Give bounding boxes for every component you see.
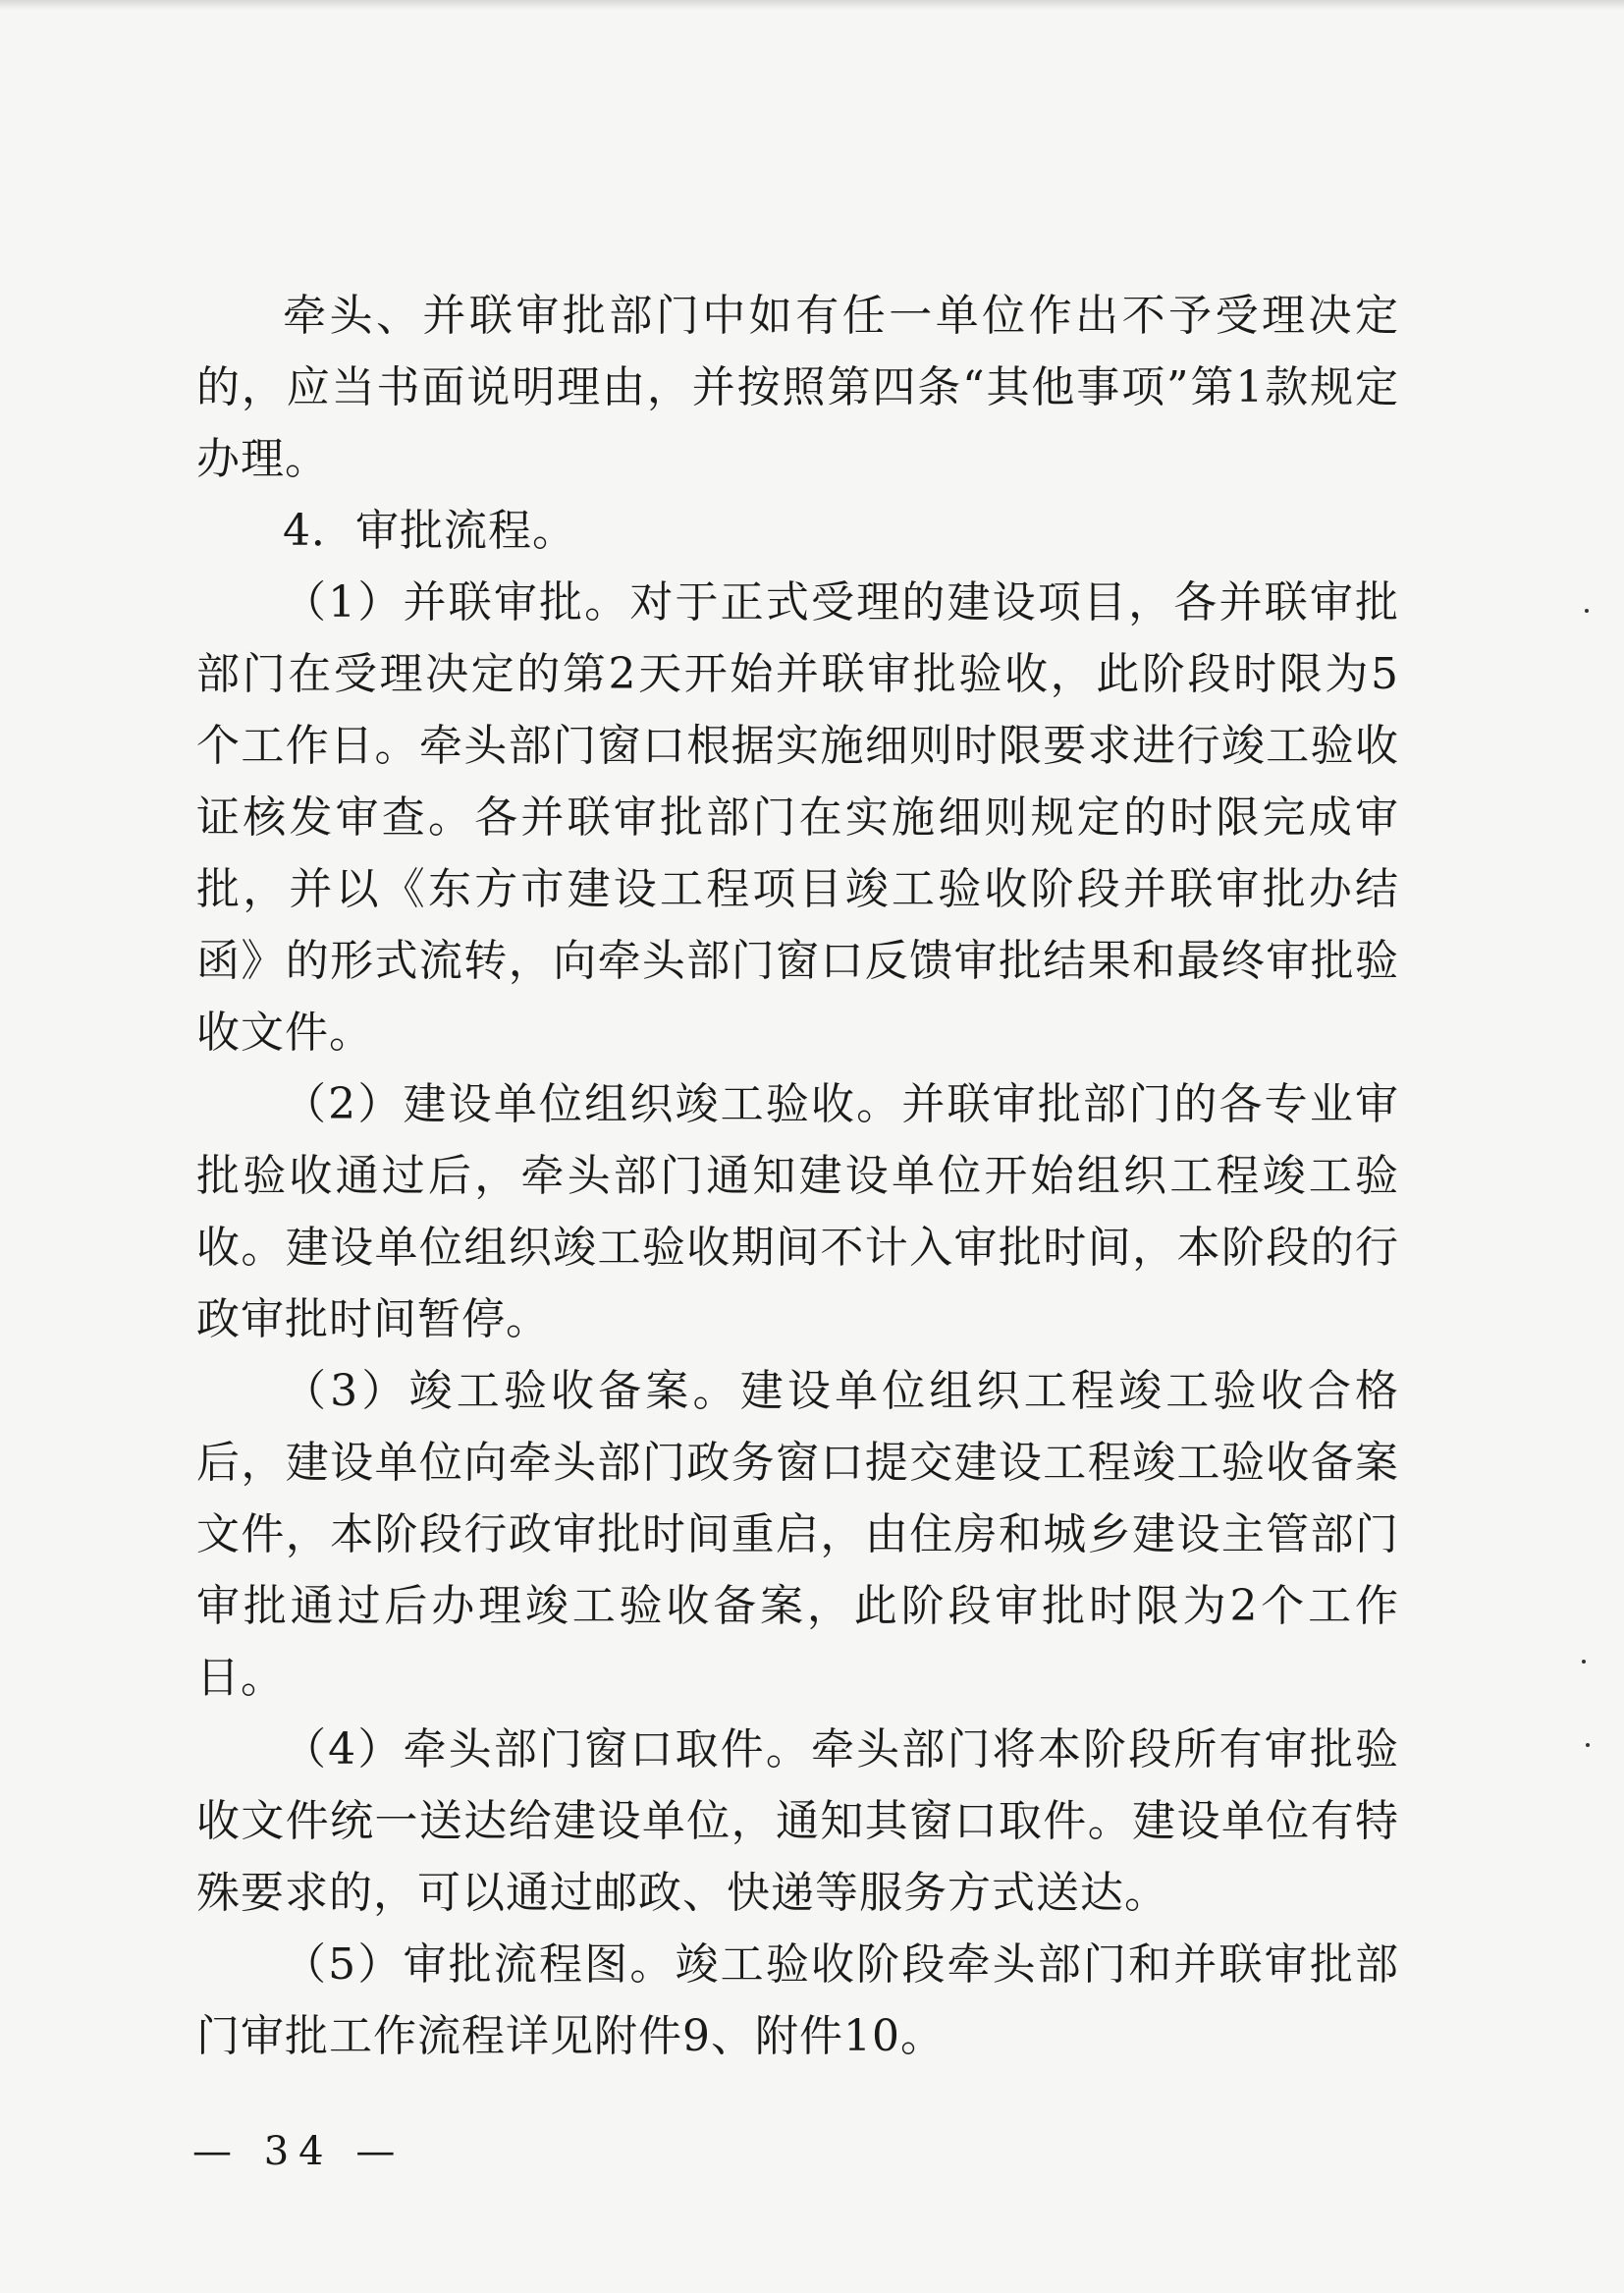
body-text — [196, 280, 1399, 2072]
paragraph-completion-acceptance: （2）建设单位组织竣工验收。并联审批部门的各专业审批验收通过后，牵头部门通知建设单位开始组织工程竣工验收。建设单位组织竣工验收期间不计入审批时间，本阶段的行政审批时间暂停。 — [196, 1079, 1399, 1344]
paragraph-acceptance-filing: （3）竣工验收备案。建设单位组织工程竣工验收合格后，建设单位向牵头部门政务窗口提交建设工程竣工验收备案文件，本阶段行政审批时间重启，由住房和城乡建设主管部门审批通过后办理竣工验收备案，此阶段审批时限为2个工作日。 — [196, 1366, 1399, 1703]
scan-speck — [1586, 1743, 1590, 1747]
paragraph-flowchart: （5）审批流程图。竣工验收阶段牵头部门和并联审批部门审批工作流程详见附件9、附件10。 — [196, 1939, 1399, 2061]
paragraph-rejection-note: 牵头、并联审批部门中如有任一单位作出不予受理决定的，应当书面说明理由，并按照第四条“其他事项”第1款规定办理。 — [196, 291, 1399, 484]
scan-speck — [1585, 609, 1589, 613]
paragraph-parallel-approval: （1）并联审批。对于正式受理的建设项目，各并联审批部门在受理决定的第2天开始并联审批验收，此阶段时限为5个工作日。牵头部门窗口根据实施细则时限要求进行竣工验收证核发审查。各并联审批部门在实施细则规定的时限完成审批，并以《东方市建设工程项目竣工验收阶段并联审批办结函》的形式流转，向牵头部门窗口反馈审批结果和最终审批验收文件。 — [196, 577, 1399, 1058]
scan-speck — [1582, 1660, 1586, 1664]
section-heading-approval-process: 4．审批流程。 — [283, 506, 576, 556]
paragraph-document-pickup: （4）牵头部门窗口取件。牵头部门将本阶段所有审批验收文件统一送达给建设单位，通知其窗口取件。建设单位有特殊要求的，可以通过邮政、快递等服务方式送达。 — [196, 1724, 1399, 1918]
scan-edge-shadow — [0, 0, 1624, 10]
page-number: — 34 — — [192, 2129, 406, 2174]
